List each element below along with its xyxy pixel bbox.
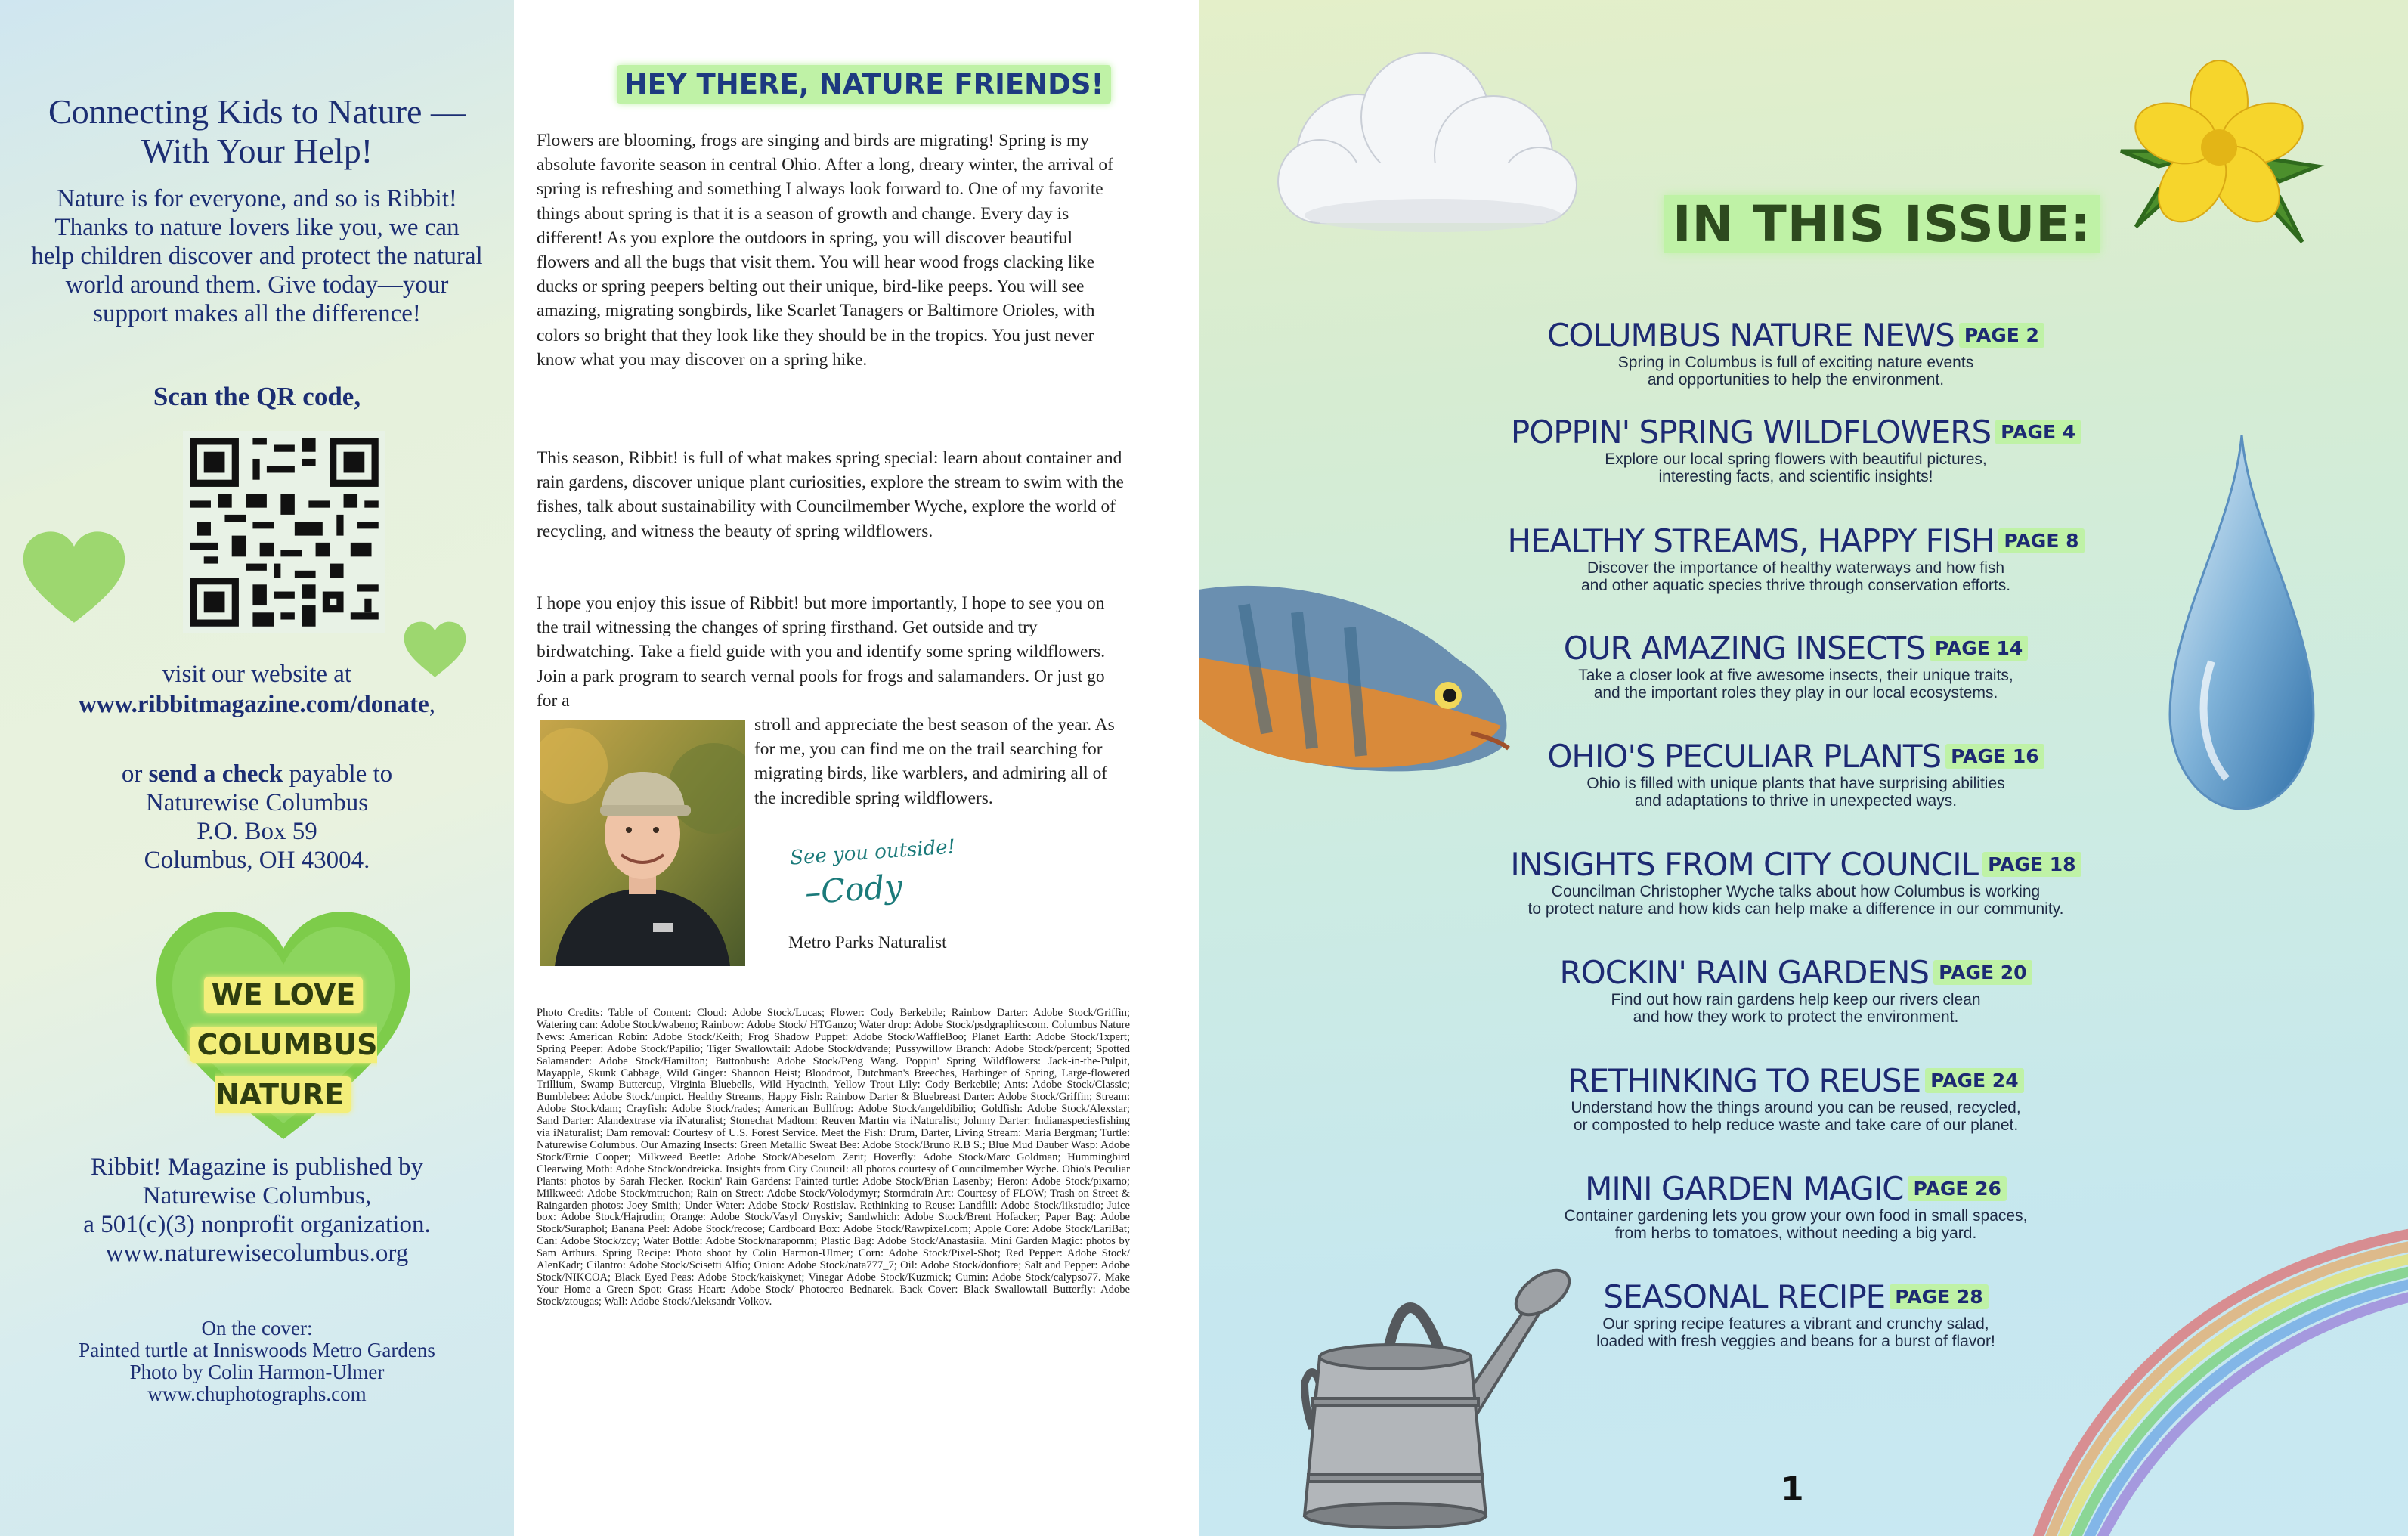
address-line: Columbus, OH 43004.: [144, 847, 370, 874]
photo-credits: Photo Credits: Table of Content: Cloud: Adobe Stock/Lucas; Flower: Cody Berkebile; Rainbow Darter: Adobe Stock/Griffin; Watering can: Adobe Stock/wabeno; Rainbow: Adobe Stock/ HTGanzo; Water drop: Adobe Stock/psdgraphicscom. Columbus Nature News: American Robin: Adobe Stock/Keith; Frog Shadow Puppet: Adobe Stock/WaffleBoo; Planet Earth: Adobe Stock/1xpert; Spring Peeper: Adobe Stock/Papilio; Tiger Swallowtail: Adobe Stock/dvande; Pussywillow Branch: Adobe Stock/percent; Spotted Salamander: Adobe Stock/Hamilton; Buttonbush: Adobe Stock/Peng Wang. Poppin' Spring Wildflowers: Jack-in-the-Pulpit, Mayapple, Skunk Cabbage, Wild Ginger: Shannon Heist; Bloodroot, Dutchman's Breeches, Harbinger of Spring, Large-flowered Trillium, Swamp Buttercup, Virginia Bluebells, Wild Hyacinth, Yellow Trout Lily: Cody Berkebile; Ants: Adobe Stock/Classic; Bumblebee: Adobe Stock/unpict. Healthy Streams, Happy Fish: Rainbow Darter & Bluebreast Darter: Adobe Stock/Griffin; Stream: Adobe Stock/dam; Crayfish: Adobe Stock/rades; American Bullfrog: Adobe Stock/angeldibilio; Goldfish: Adobe Stock/Alexstar; Sand Darter: Alandextrase via iNaturalist; Stonechat Madtom: Reuven Martin via iNaturalist; Johnny Darter: Indianaspeciesfishing via iNaturalist; Dam removal: Courtesy of U.S. Forest Service. Meet the Fish: Drum, Darter, Living Stream: Maria Bergman; Turtle: Naturewise Columbus. Our Amazing Insects: Green Metallic Sweat Bee: Adobe Stock/Bruno R.B S.; Blue Mud Dauber Wasp: Adobe Stock/Ernie Cooper; Milkweed Beetle: Adobe Stock/Abeselom Zerit; Hoverfly: Adobe Stock/Marc Goldman; Hummingbird Clearwing Moth: Adobe Stock/ondreicka. Insights from City Council: all photos courtesy of Councilmember Wyche. Ohio's Peculiar Plants: photos by Sarah Flecker. Rockin' Rain Gardens: Painted turtle: Adobe Stock/Brian Lasenby; Heron: Adobe Stock/pixarno; Milkweed: Adobe Stock/mtruchon; Rain on Street: Adobe Stock/Volodymyr; Stormdrain Art: Courtesy of FLOW; Trash on Street & Raingarden photos: Joey Smith; Under Water: Adobe Stock/ Rostislav. Rethinking to Reuse: Landfill: Adobe Stock/likstudio; Juice box: Adobe Stock/Hajrudin; Orange: Adobe Stock/Vasyl Onyskiv; Sandwhich: Adobe Stock/Brent Hofacker; Paper Bag: Adobe Stock/Suraphol; Banana Peel: Adobe Stock/recose; Cardboard Box: Adobe Stock/Rawpixel.com; Apple Core: Adobe Stock/LariBat; Can: Adobe Stock/zcy; Water Bottle: Adobe Stock/narapornm; Plastic Bag: Adobe Stock/Anastasiia. Mini Garden Magic: photos by Sam Arthurs. Spring Recipe: Photo shoot by Colin Harmon-Ulmer; Corn: Adobe Stock/Pixel-Shot; Red Pepper: Adobe Stock/ AlenKadr; Cilantro: Adobe Stock/Scisetti Alfio; Onion: Adobe Stock/nata777_7; Oil: Adobe Stock/donfiore; Salt and Pepper: Adobe Stock/NIKCOA; Black Eyed Peas: Adobe Stock/kaiskynet; Vinegar Adobe Stock/Kuzmick; Cumin: Adobe Stock/calypso77. Make Your Home a Green Spot: Grass Heart: Adobe Stock/ Photocreo Bednarek. Back Cover: Black Swallowtail Butterfly: Adobe Stock/ztougas; Wall: Adobe Stock/Aleksandr Volkov.: [537, 1007, 1130, 1308]
toc-heading: [1664, 195, 2100, 253]
cover-line: On the cover:: [201, 1317, 313, 1339]
letter-page: [514, 0, 1199, 1536]
toc-page-badge: PAGE 28: [1890, 1284, 1988, 1309]
check-bold: send a check: [148, 760, 283, 788]
publisher-line: Naturewise Columbus,: [142, 1182, 372, 1209]
letter-paragraph: This season, Ribbit! is full of what makes spring special: learn about container and rain gardens, discover unique plant curiosities, explore the stream to swim with the fishes, talk about sustainability with Councilmember Wyche, explore the world of recycling, and witness the beauty of spring wildflowers.: [537, 448, 1124, 541]
letter-greeting: [603, 68, 1125, 101]
portrait-photo-icon: [540, 720, 745, 966]
check-prefix: or: [121, 760, 143, 788]
website-block: [30, 659, 484, 720]
qr-code-icon[interactable]: [183, 431, 385, 633]
mail-check-block: [30, 760, 484, 875]
check-suffix: payable to: [289, 760, 393, 788]
letter-paragraph: stroll and appreciate the best season of the year. As for me, you can find me on the trail searching for migrating birds, like warblers, and admiring all of the incredible spring wildflowers.: [754, 715, 1115, 808]
cover-line: Photo by Colin Harmon-Ulmer: [129, 1361, 385, 1383]
toc-description: Ohio is filled with unique plants that have surprising abilities: [1586, 775, 2005, 792]
publisher-link[interactable]: www.naturewisecolumbus.org: [105, 1240, 409, 1267]
toc-title[interactable]: ROCKIN' RAIN GARDENS: [1559, 954, 1930, 991]
toc-entry[interactable]: [1456, 414, 2136, 485]
toc-entry[interactable]: [1456, 523, 2136, 594]
heart-icon: [21, 529, 127, 627]
toc-title[interactable]: OHIO'S PECULIAR PLANTS: [1547, 738, 1942, 775]
toc-description: and how they work to protect the environment.: [1633, 1008, 1959, 1026]
toc-title[interactable]: INSIGHTS FROM CITY COUNCIL: [1510, 846, 1979, 883]
toc-page-badge: PAGE 18: [1982, 852, 2081, 877]
toc-entry[interactable]: [1456, 955, 2136, 1026]
toc-page-badge: PAGE 14: [1930, 636, 2028, 661]
publisher-line: Ribbit! Magazine is published by: [91, 1154, 423, 1181]
toc-entry[interactable]: [1456, 1171, 2136, 1242]
toc-entry[interactable]: [1456, 317, 2136, 389]
toc-description: and other aquatic species thrive through conservation efforts.: [1580, 577, 2011, 594]
toc-heading-text: IN THIS ISSUE:: [1664, 195, 2100, 253]
toc-description: from herbs to tomatoes, without needing a big yard.: [1614, 1225, 1977, 1242]
toc-description: Discover the importance of healthy waterways and how fish: [1586, 559, 2005, 577]
donate-link[interactable]: www.ribbitmagazine.com/donate: [78, 691, 429, 718]
toc-description: and opportunities to help the environment.: [1647, 371, 1945, 389]
scan-qr-label: Scan the QR code,: [153, 382, 361, 411]
toc-page-badge: PAGE 2: [1959, 323, 2044, 348]
toc-description: Spring in Columbus is full of exciting nature events: [1617, 354, 1974, 371]
cloud-icon: [1267, 42, 1584, 238]
greeting-text: HEY THERE, NATURE FRIENDS!: [617, 65, 1112, 104]
toc-page-badge: PAGE 4: [1995, 420, 2081, 444]
toc-description: Container gardening lets you grow your own food in small spaces,: [1564, 1207, 2028, 1225]
visit-label: visit our website at: [162, 661, 352, 688]
toc-title[interactable]: POPPIN' SPRING WILDFLOWERS: [1510, 413, 1992, 451]
address-line: P.O. Box 59: [197, 818, 317, 845]
letter-paragraph: Flowers are blooming, frogs are singing and birds are migrating! Spring is my absolute favorite season in central Ohio. After a long, dreary winter, the arrival of spring is refreshing and something I always look forward to. One of my favorite things about spring is that it is a season of growth and change. Every day is different! As you explore the outdoors in spring, you will discover beautiful flowers and all the bugs that visit them. You will hear wood frogs clacking like ducks or spring peepers belting out their unique, bird-like peeps. You will see amazing, migrating songbirds, like Scarlet Tanagers or Baltimore Orioles, with colors so bright that they look like they should be in the tropics. You just never know what you may discover on a spring hike.: [537, 131, 1113, 370]
we-love-badge: [128, 970, 438, 1119]
toc-description: Understand how the things around you can be reused, recycled,: [1571, 1099, 2021, 1116]
toc-description: loaded with fresh veggies and beans for a burst of flavor!: [1596, 1333, 1995, 1350]
website-suffix: ,: [429, 691, 436, 718]
page-number: 1: [1781, 1470, 1804, 1509]
toc-description: Councilman Christopher Wyche talks about how Columbus is working: [1551, 883, 2041, 900]
toc-title[interactable]: MINI GARDEN MAGIC: [1585, 1170, 1904, 1207]
letter-paragraph: I hope you enjoy this issue of Ribbit! but more importantly, I hope to see you on the trail witnessing the changes of spring firsthand. Get outside and try birdwatching. Take a field guide with you and identify some spring wildflowers. Join a park program to search vernal pools for frogs and salamanders. Or just go for a: [537, 593, 1106, 711]
toc-page-badge: PAGE 26: [1908, 1176, 2006, 1201]
toc-description: interesting facts, and scientific insights!: [1658, 468, 1933, 485]
toc-page-badge: PAGE 20: [1933, 960, 2032, 985]
toc-page-badge: PAGE 24: [1925, 1068, 2023, 1093]
toc-description: Explore our local spring flowers with beautiful pictures,: [1605, 451, 1987, 468]
cover-link[interactable]: www.chuphotographs.com: [147, 1383, 367, 1405]
signoff-signature: –Cody: [803, 867, 904, 912]
toc-page-badge: PAGE 16: [1945, 744, 2044, 769]
water-drop-icon: [2166, 435, 2317, 813]
donation-panel: [0, 0, 514, 1536]
toc-entry[interactable]: [1456, 630, 2136, 701]
toc-description: Our spring recipe features a vibrant and crunchy salad,: [1602, 1315, 1989, 1333]
toc-description: and the important roles they play in our local ecosystems.: [1593, 684, 1998, 701]
toc-description: Take a closer look at five awesome insects, their unique traits,: [1578, 667, 2013, 684]
toc-description: to protect nature and how kids can help make a difference in our community.: [1527, 900, 2064, 918]
toc-title[interactable]: HEALTHY STREAMS, HAPPY FISH: [1507, 522, 1995, 559]
toc-title[interactable]: SEASONAL RECIPE: [1603, 1278, 1886, 1315]
publisher-block: [30, 1153, 484, 1268]
toc-description: Find out how rain gardens help keep our rivers clean: [1611, 991, 1981, 1008]
yellow-flower-icon: [2106, 38, 2332, 265]
badge-line: COLUMBUS NATURE: [190, 1027, 378, 1113]
publisher-line: a 501(c)(3) nonprofit organization.: [83, 1211, 431, 1238]
toc-title[interactable]: OUR AMAZING INSECTS: [1563, 630, 1925, 667]
toc-entry[interactable]: [1456, 847, 2136, 918]
toc-entry[interactable]: [1456, 1279, 2136, 1350]
toc-page-badge: PAGE 8: [1998, 528, 2084, 553]
badge-line: WE LOVE: [204, 977, 364, 1013]
donation-body: Nature is for everyone, and so is Ribbit! Thanks to nature lovers like you, we can help children discover and protect the natural world around them. Give today—your support makes all the difference!: [31, 185, 483, 327]
table-of-contents-page: [1199, 0, 2408, 1536]
signoff-line: See you outside!: [789, 835, 956, 870]
watering-can-icon: [1274, 1232, 1592, 1534]
toc-title[interactable]: COLUMBUS NATURE NEWS: [1547, 317, 1955, 354]
toc-title[interactable]: RETHINKING TO REUSE: [1568, 1062, 1921, 1099]
toc-entry[interactable]: [1456, 739, 2136, 810]
address-line: Naturewise Columbus: [145, 789, 369, 816]
cover-line: Painted turtle at Inniswoods Metro Gardens: [79, 1339, 435, 1361]
donation-title: Connecting Kids to Nature —With Your Help!: [48, 92, 466, 170]
cover-credit-block: [30, 1318, 484, 1405]
signoff-title: Metro Parks Naturalist: [788, 933, 947, 952]
toc-entry[interactable]: [1456, 1063, 2136, 1134]
toc-description: or composted to help reduce waste and take care of our planet.: [1573, 1116, 2019, 1134]
toc-description: and adaptations to thrive in unexpected ways.: [1634, 792, 1958, 810]
